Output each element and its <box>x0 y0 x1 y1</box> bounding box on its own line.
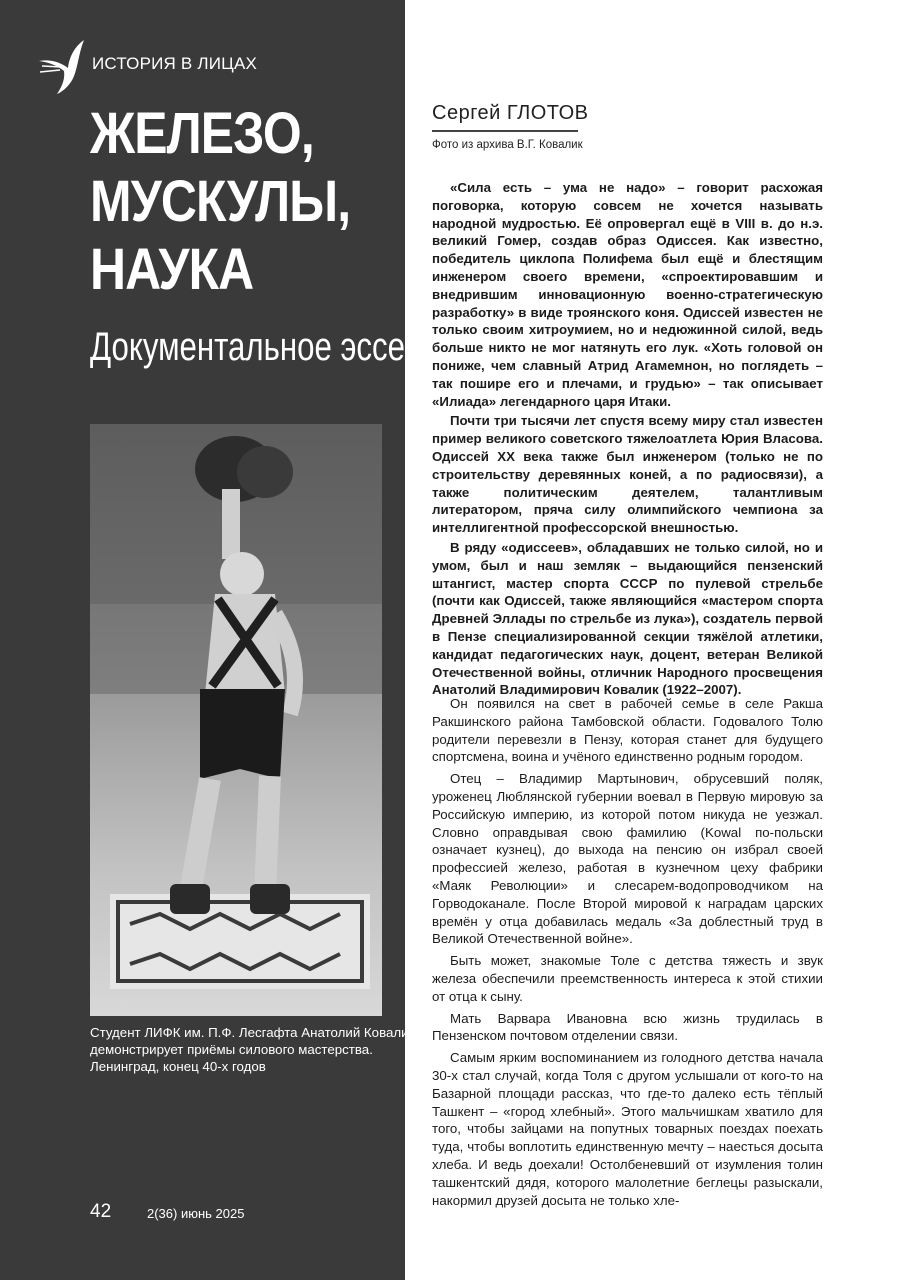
lead-paragraph: «Сила есть – ума не надо» – говорит расхожая поговорка, которую совсем не хочется называть народной мудростью. Её опровергал ещё в VIII в. до н.э. великий Гомер, создав образ Одиссея. Как известно, победитель циклопа Полифема был ещё и блестящим инженером своего времени, «спроектировавшим и внедрившим инновационную военно-стратегическую разработку» в виде троянского коня. Одиссей известен не только своим хитроумием, но и недюжинной силой, ведь больше никто не мог натянуть его лук. «Хоть головой он пониже, чем славный Атрид Агамемнон, но поглядеть – так пошире его и плечами, и грудью» – так описывает «Илиада» легендарного царя Итаки. <box>432 180 823 409</box>
caption-line-1: Студент ЛИФК им. П.Ф. Лесгафта Анатолий Ковалик <box>90 1025 415 1040</box>
lead-text <box>432 179 823 699</box>
issue-info: 2(36) июнь 2025 <box>147 1206 245 1221</box>
section-label: ИСТОРИЯ В ЛИЦАХ <box>92 54 258 73</box>
weightlifter-photo <box>90 424 382 1016</box>
title-line-3: НАУКА <box>90 237 254 302</box>
body-paragraph: Отец – Владимир Мартынович, обрусевший поляк, уроженец Люблянской губернии воевал в Первую мировую за Российскую империю, из которой потом никуда не уезжал. Словно оправдывая свою фамилию (Kowal по-польски означает кузнец), до выхода на пенсию он избрал своей профессией железо, работая в кузнечном цеху фабрики «Маяк Революции» и слесарем-водопроводчиком на Горводоканале. После Второй мировой к наградам царских времён у отца добавилась медаль «За доблестный труд в Великой Отечественной войне». <box>432 771 823 947</box>
photo-credit: Фото из архива В.Г. Ковалик <box>432 139 583 151</box>
swallow-logo-icon <box>38 38 88 94</box>
article-title <box>90 100 352 304</box>
caption-line-3: Ленинград, конец 40-х годов <box>90 1059 266 1074</box>
article-subtitle: Документальное эссе <box>90 325 405 369</box>
title-line-2: МУСКУЛЫ, <box>90 169 351 234</box>
body-paragraph: Самым ярким воспоминанием из голодного детства начала 30-х стал случай, когда Толя с другом услышали от кого-то на Базарной площади рассказ, что где-то далеко есть тёплый Ташкент – «город хлебный». Этого мальчишкам хватило для того, чтобы зайцами на попутных товарных поездах поехать туда, чтобы воплотить единственную мечту – наесться досыта хлеба. И ведь доехали! Остолбеневший от изумления толин ташкентский дядя, которого малолетние беглецы разыскали, накормил друзей досыта не только хле- <box>432 1050 823 1208</box>
title-line-1: ЖЕЛЕЗО, <box>90 101 314 166</box>
author-divider <box>432 130 578 132</box>
body-paragraph: Быть может, знакомые Толе с детства тяжесть и звук железа обеспечили преемственность интереса к этой стихии от отца к сыну. <box>432 953 823 1004</box>
lead-paragraph: В ряду «одиссеев», обладавших не только силой, но и умом, был и наш земляк – выдающийся пензенский штангист, мастер спорта СССР по пулевой стрельбе (почти как Одиссей, также являющийся «мастером спорта Древней Эллады по стрельбе из лука»), создатель первой в Пензе специализированной секции тяжёлой атлетики, кандидат педагогических наук, доцент, ветеран Великой Отечественной войны, отличник Народного просвещения Анатолий Владимирович Ковалик (1922–2007). <box>432 539 823 698</box>
section-header <box>38 38 257 94</box>
body-paragraph: Он появился на свет в рабочей семье в селе Ракша Ракшинского района Тамбовской области. Годовалого Толю родители перевезли в Пензу, которая станет для будущего спортсмена, воина и учёного единственно родным городом. <box>432 696 823 765</box>
main-text <box>432 695 823 1209</box>
body-paragraph: Мать Варвара Ивановна всю жизнь трудилась в Пензенском почтовом отделении связи. <box>432 1010 823 1044</box>
lead-paragraph: Почти три тысячи лет спустя всему миру стал известен пример великого советского тяжелоатлета Юрия Власова. Одиссей XX века также был инженером (только не по строительству деревянных коней, а по радиосвязи), а также политическим деятелем, талантливым литератором, пряча силу олимпийского чемпиона за интеллигентной профессорской внешностью. <box>432 413 823 536</box>
left-dark-panel <box>0 0 415 1280</box>
caption-line-2: демонстрирует приёмы силового мастерства. <box>90 1042 373 1057</box>
page-number: 42 <box>90 1201 112 1222</box>
photo-caption <box>90 1024 415 1075</box>
author-byline: Сергей ГЛОТОВ <box>432 102 589 124</box>
